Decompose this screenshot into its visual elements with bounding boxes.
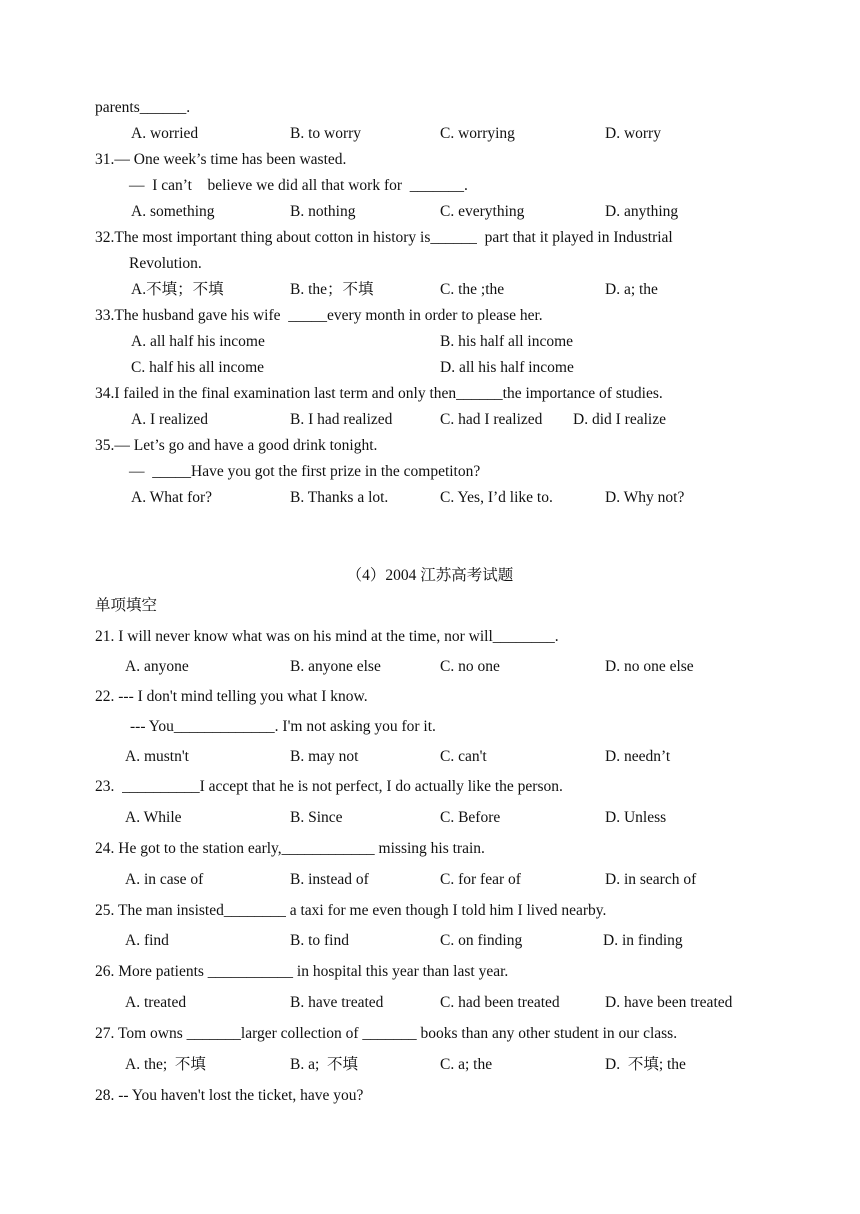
q33-option-c: C. half his all income	[131, 359, 265, 376]
q34-option-d: D. did I realize	[573, 411, 666, 428]
q34-option-c: C. had I realized	[440, 411, 543, 428]
q31-prompt: 31.— One week’s time has been wasted.	[95, 151, 347, 168]
q23-option-b: B. Since	[290, 809, 343, 826]
q27-option-c: C. a; the	[440, 1056, 493, 1073]
q21-prompt: 21. I will never know what was on his mind at the time, nor will________.	[95, 628, 559, 645]
q32-prompt-cont: Revolution.	[129, 255, 202, 272]
q31-response: — I can’t believe we did all that work for _______.	[129, 177, 468, 194]
q25-option-a: A. find	[125, 932, 169, 949]
q21-option-b: B. anyone else	[290, 658, 381, 675]
q30-option-d: D. worry	[605, 125, 661, 142]
q31-option-d: D. anything	[605, 203, 679, 220]
q30-tail: parents______.	[95, 99, 191, 116]
q27-option-b: B. a; 不填	[290, 1056, 359, 1073]
q30-option-b: B. to worry	[290, 125, 362, 142]
q23-option-a: A. While	[125, 809, 182, 826]
q23-option-d: D. Unless	[605, 809, 667, 826]
q26-option-b: B. have treated	[290, 994, 384, 1011]
q27-option-a: A. the; 不填	[125, 1056, 206, 1073]
q26-prompt: 26. More patients ___________ in hospital this year than last year.	[95, 963, 509, 980]
q35-option-a: A. What for?	[131, 489, 213, 506]
q21-option-d: D. no one else	[605, 658, 694, 675]
q26-option-d: D. have been treated	[605, 994, 733, 1011]
q32-option-c: C. the ;the	[440, 281, 505, 298]
q30-option-a: A. worried	[131, 125, 199, 142]
q33-option-d: D. all his half income	[440, 359, 574, 376]
q24-option-b: B. instead of	[290, 871, 369, 888]
q35-option-b: B. Thanks a lot.	[290, 489, 389, 506]
q21-option-c: C. no one	[440, 658, 500, 675]
q32-option-d: D. a; the	[605, 281, 658, 298]
q27-prompt: 27. Tom owns _______larger collection of _______ books than any other student in our class.	[95, 1025, 678, 1042]
q24-prompt: 24. He got to the station early,____________ missing his train.	[95, 840, 485, 857]
q23-option-c: C. Before	[440, 809, 501, 826]
q28-prompt: 28. -- You haven't lost the ticket, have you?	[95, 1087, 364, 1104]
q32-option-a: A.不填；不填	[131, 281, 224, 298]
q22-option-c: C. can't	[440, 748, 487, 765]
q25-prompt: 25. The man insisted________ a taxi for me even though I told him I lived nearby.	[95, 902, 607, 919]
q22-prompt: 22. --- I don't mind telling you what I know.	[95, 688, 368, 705]
q35-option-c: C. Yes, I’d like to.	[440, 489, 553, 506]
q31-option-c: C. everything	[440, 203, 525, 220]
q35-response: — _____Have you got the first prize in the competiton?	[129, 463, 481, 480]
q22-response: --- You_____________. I'm not asking you for it.	[130, 718, 436, 735]
q34-prompt: 34.I failed in the final examination last term and only then______the importance of studies.	[95, 385, 663, 402]
q26-option-c: C. had been treated	[440, 994, 560, 1011]
q25-option-c: C. on finding	[440, 932, 523, 949]
section-title: （4）2004 江苏高考试题	[346, 567, 514, 584]
q33-option-b: B. his half all income	[440, 333, 574, 350]
q34-option-a: A. I realized	[131, 411, 209, 428]
q25-option-b: B. to find	[290, 932, 349, 949]
q32-prompt: 32.The most important thing about cotton in history is______ part that it played in Industrial	[95, 229, 673, 246]
q24-option-a: A. in case of	[125, 871, 204, 888]
q23-prompt: 23. __________I accept that he is not perfect, I do actually like the person.	[95, 778, 563, 795]
q35-prompt: 35.— Let’s go and have a good drink tonight.	[95, 437, 378, 454]
section-subtitle: 单项填空	[95, 597, 158, 614]
q24-option-c: C. for fear of	[440, 871, 521, 888]
q27-option-d: D. 不填; the	[605, 1056, 686, 1073]
q34-option-b: B. I had realized	[290, 411, 393, 428]
q22-option-a: A. mustn't	[125, 748, 189, 765]
q31-option-b: B. nothing	[290, 203, 356, 220]
q22-option-b: B. may not	[290, 748, 359, 765]
q25-option-d: D. in finding	[603, 932, 683, 949]
q35-option-d: D. Why not?	[605, 489, 685, 506]
q26-option-a: A. treated	[125, 994, 187, 1011]
q32-option-b: B. the；不填	[290, 281, 374, 298]
q30-option-c: C. worrying	[440, 125, 515, 142]
q33-prompt: 33.The husband gave his wife _____every month in order to please her.	[95, 307, 543, 324]
q21-option-a: A. anyone	[125, 658, 189, 675]
q24-option-d: D. in search of	[605, 871, 697, 888]
q33-option-a: A. all half his income	[131, 333, 265, 350]
q22-option-d: D. needn’t	[605, 748, 671, 765]
q31-option-a: A. something	[131, 203, 215, 220]
